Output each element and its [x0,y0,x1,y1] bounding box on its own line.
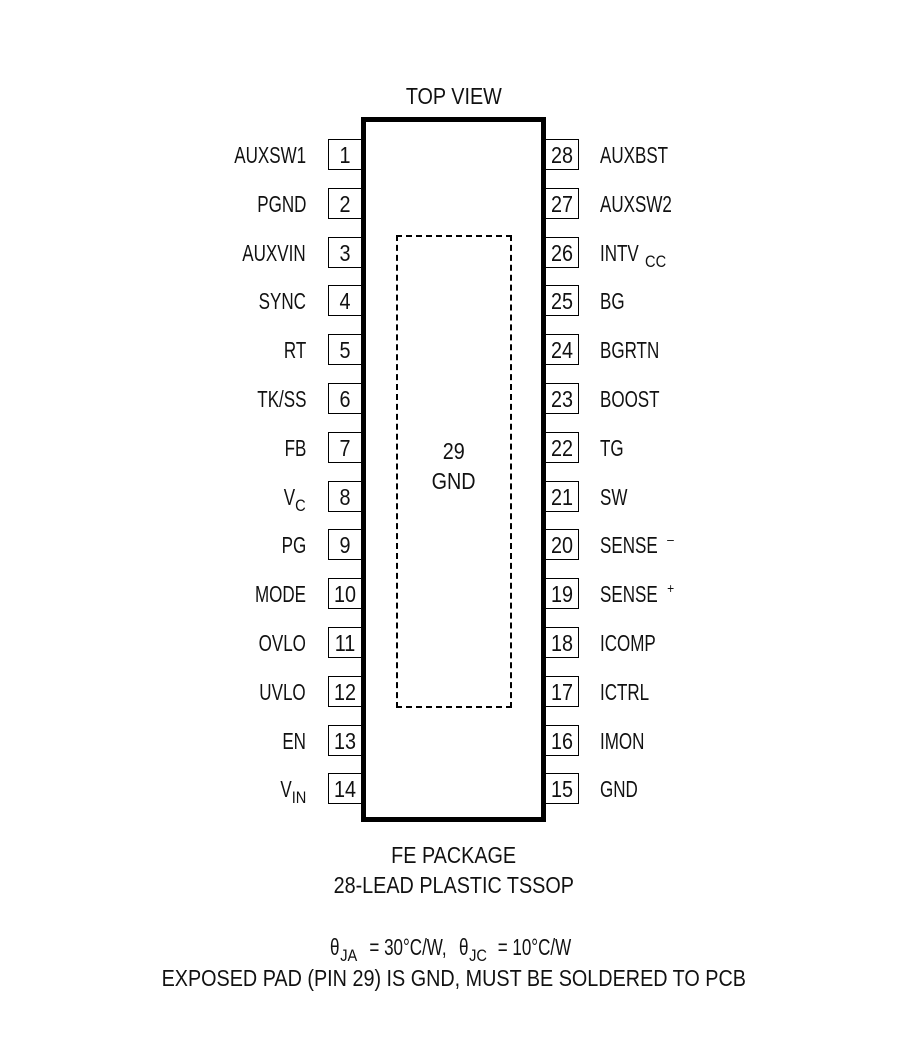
pin-number: 26 [550,239,574,266]
pin-number: 15 [550,776,574,803]
pin-19 [546,578,579,609]
pin-label-19: SENSE + [600,580,675,608]
pin-label-11: OVLO [258,630,306,656]
pin-number: 4 [339,288,351,315]
pin-label-28: AUXBST [600,142,669,168]
pin-number: 9 [339,532,351,559]
pin-6 [328,383,361,414]
pin-label-23: BOOST [600,386,660,412]
pin-number: 18 [550,630,574,656]
exposed-pad-note: EXPOSED PAD (PIN 29) IS GND, MUST BE SOLDERED TO PCB [161,965,746,991]
pin-17 [546,676,579,707]
pin-number: 17 [550,678,574,705]
pin-number: 21 [550,483,574,510]
pin-7 [328,432,361,463]
pin-2 [328,188,361,219]
pin-label-5: RT [283,337,306,364]
pin-label-24: BGRTN [600,337,660,364]
exposed-pad-number: 29 [442,438,466,464]
pin-label-8: $V_C$ [284,483,306,515]
pin-number: 28 [550,142,574,168]
pin-number: 10 [333,581,357,608]
pin-21 [546,481,579,512]
pin-label-26: INTV $_{CC}$ [600,239,667,271]
pin-label-4: SYNC [258,288,306,315]
pin-number: 11 [334,630,356,656]
pin-23 [546,383,579,414]
pin-number: 24 [550,337,574,364]
pin-label-7: FB [284,434,306,461]
pin-18 [546,627,579,658]
pin-label-15: GND [600,776,638,803]
pin-number: 13 [333,727,357,754]
pin-label-14: $V_{IN}$ [280,776,306,808]
package-description: 28-LEAD PLASTIC TSSOP [333,872,574,898]
pin-number: 22 [550,434,574,461]
pin-number: 25 [550,288,574,315]
pin-number: 14 [333,776,357,803]
pin-1 [328,139,361,170]
pin-12 [328,676,361,707]
pin-22 [546,432,579,463]
thermal-resistance: $\theta_{JA} = 30^\circ C/W$, $\theta_{JC} = 10^\circ C/W$ [329,934,572,965]
pin-13 [328,725,361,756]
exposed-pad-name: GND [432,468,476,494]
pin-9 [328,529,361,560]
pin-number: 12 [333,678,357,705]
pin-label-18: ICOMP [600,630,656,656]
pin-8 [328,481,361,512]
pin-label-2: PGND [256,190,306,217]
pin-number: 19 [550,581,574,608]
pin-20 [546,529,579,560]
pin-4 [328,285,361,316]
pin-label-13: EN [282,727,306,754]
pin-label-17: ICTRL [600,678,650,705]
pin-28 [546,139,579,170]
pin-label-6: TK/SS [256,386,306,412]
pin-25 [546,285,579,316]
pin-11 [328,627,361,658]
pin-3 [328,237,361,268]
pin-10 [328,578,361,609]
pin-label-27: AUXSW2 [600,190,672,217]
package-name: FE PACKAGE [391,842,516,868]
pin-label-9: PG [281,532,306,559]
pin-26 [546,237,579,268]
top-view-label: TOP VIEW [405,83,502,109]
pin-label-21: SW [600,483,628,510]
pin-16 [546,725,579,756]
pin-number: 2 [339,190,351,217]
pin-number: 3 [339,239,351,266]
pin-15 [546,773,579,804]
pin-number: 23 [550,386,574,412]
pin-number: 7 [339,434,351,461]
pin-label-1: AUXSW1 [234,142,306,168]
pin-number: 16 [550,727,574,754]
pin-number: 6 [339,386,351,412]
pin-label-3: AUXVIN [242,239,306,266]
pin-label-20: SENSE – [600,531,674,559]
pin-number: 8 [339,483,351,510]
pin-number: 5 [339,337,351,364]
pin-24 [546,334,579,365]
pin-number: 20 [550,532,574,559]
pin-label-22: TG [600,434,624,461]
pin-label-12: UVLO [259,678,306,705]
pin-label-16: IMON [600,727,645,754]
pin-number: 1 [339,142,351,168]
pin-27 [546,188,579,219]
pin-number: 27 [550,190,574,217]
pin-label-10: MODE [254,581,306,608]
pin-14 [328,773,361,804]
pin-5 [328,334,361,365]
pin-label-25: BG [600,288,625,315]
